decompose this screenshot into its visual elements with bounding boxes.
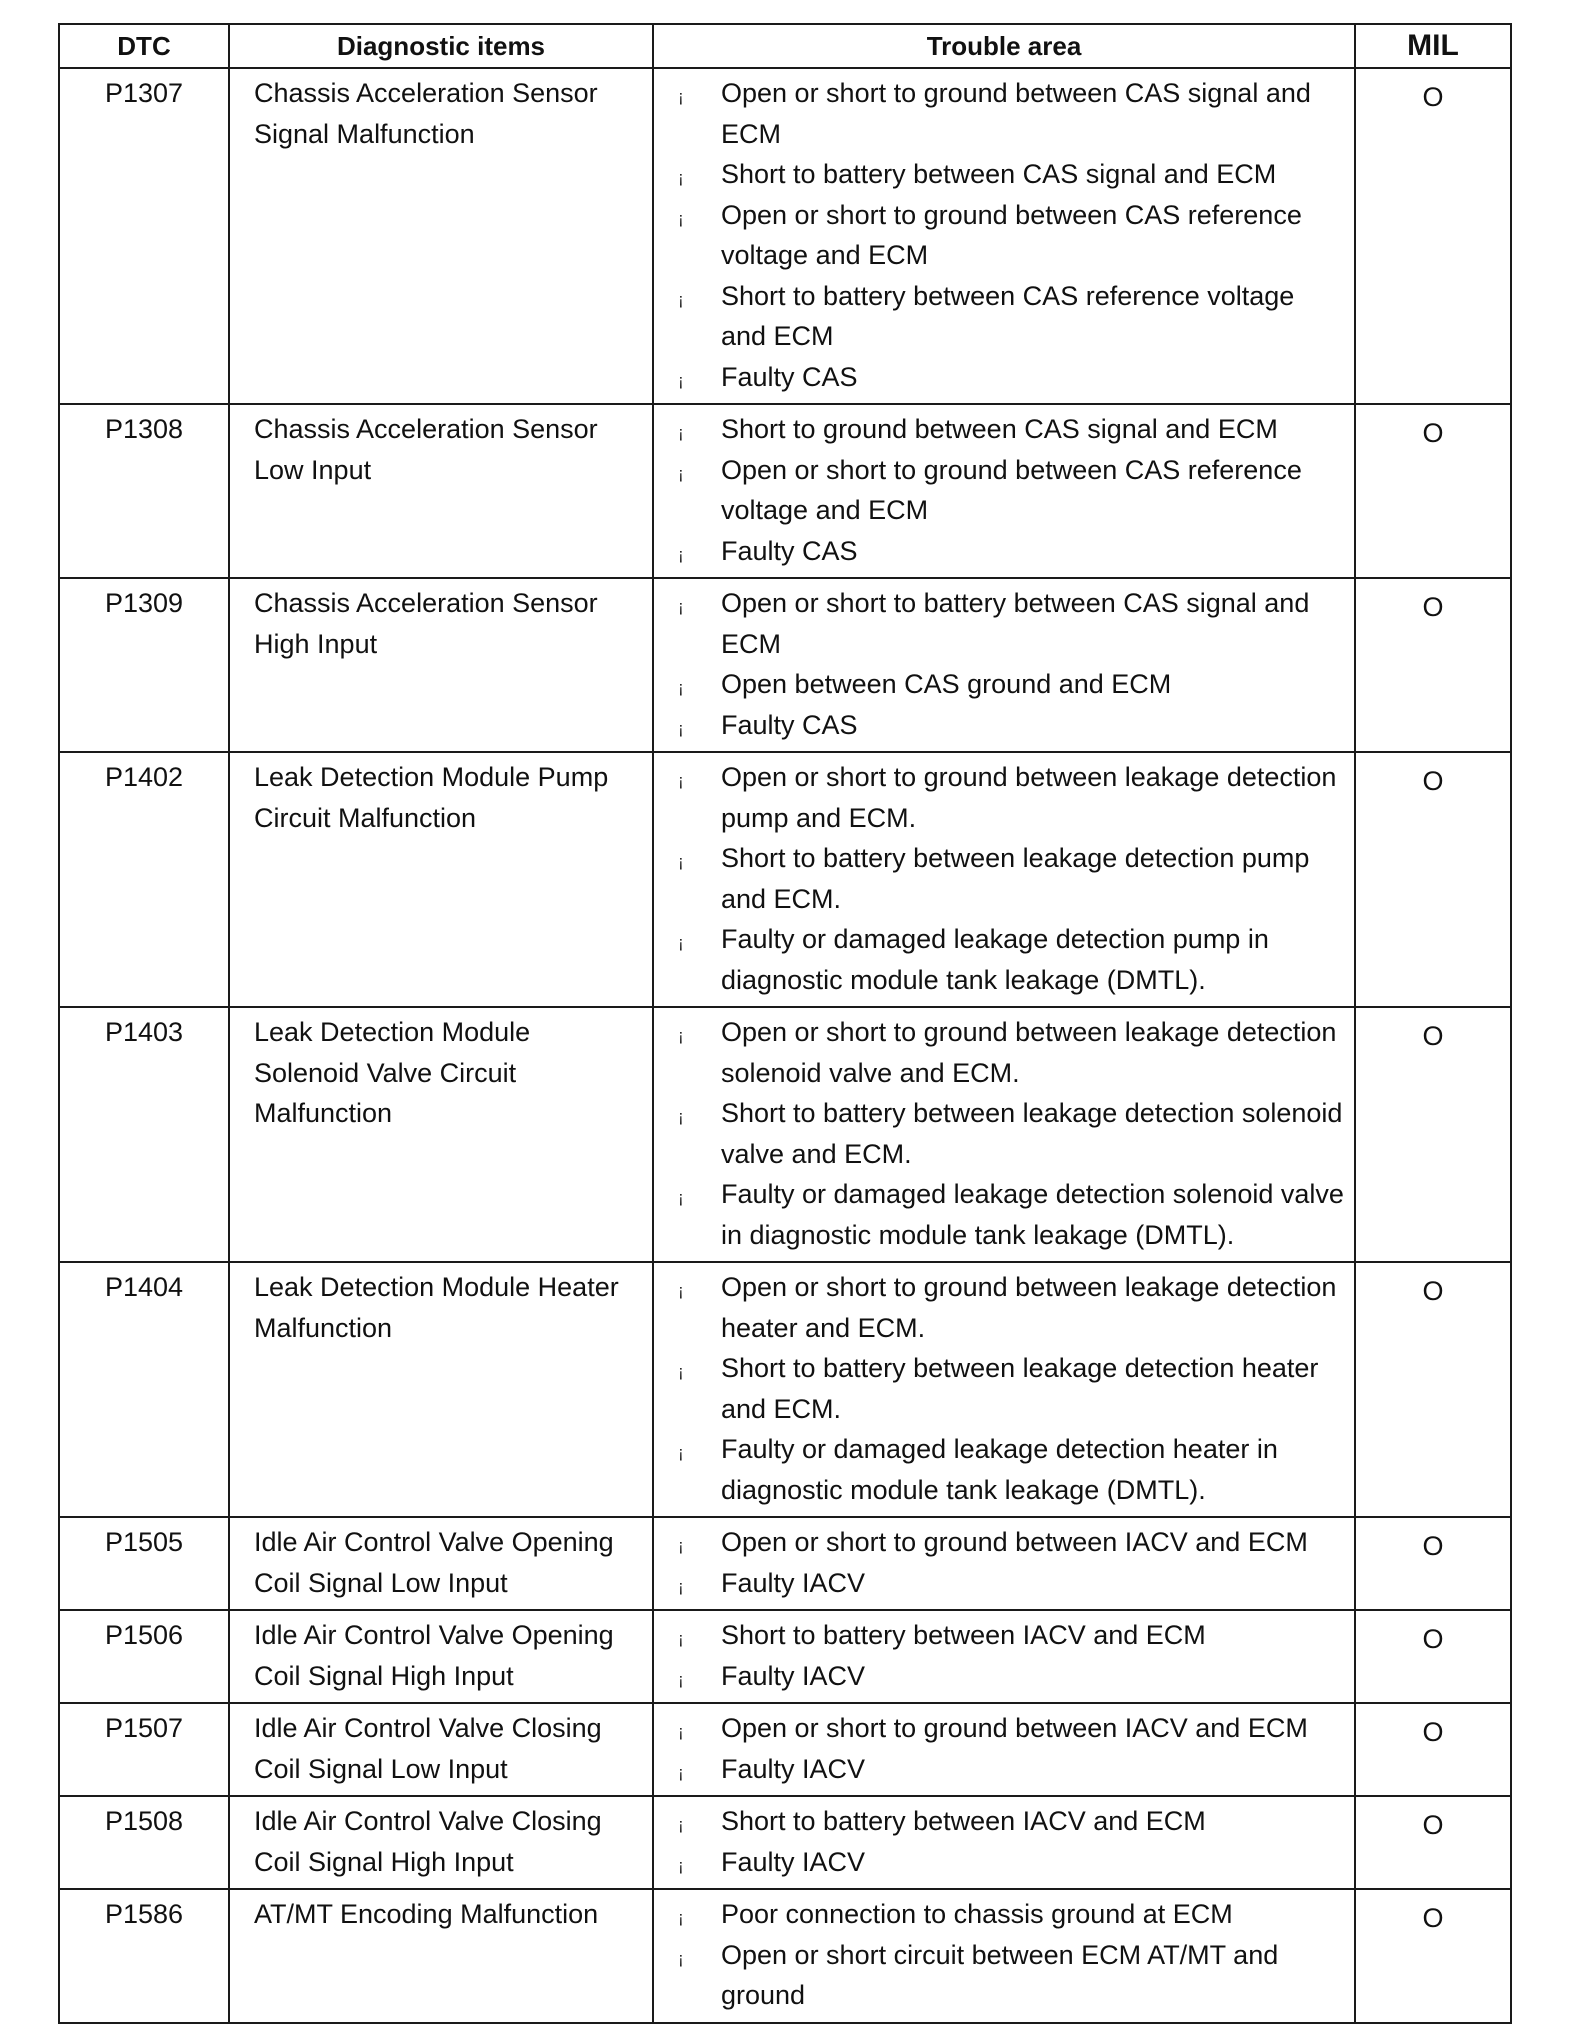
bullet-icon: ¡ [678, 1722, 684, 1741]
trouble-area [653, 404, 1355, 578]
diagnostic-item: Idle Air Control Valve Opening Coil Signal High Input [229, 1610, 653, 1703]
cause-text: Open or short to ground between CAS signal and ECM [721, 78, 1311, 149]
bullet-icon: ¡ [678, 1815, 684, 1834]
header-mil: MIL [1355, 24, 1511, 68]
diagnostic-item: Idle Air Control Valve Closing Coil Signal Low Input [229, 1703, 653, 1796]
trouble-area [653, 752, 1355, 1007]
bullet-icon: ¡ [678, 544, 684, 564]
mil-indicator: O [1355, 1517, 1511, 1610]
cause-item [654, 757, 1344, 838]
dtc-code: P1307 [59, 68, 229, 404]
diagnostic-item: Idle Air Control Valve Closing Coil Signal High Input [229, 1796, 653, 1889]
dtc-code: P1507 [59, 1703, 229, 1796]
trouble-area [653, 1610, 1355, 1703]
dtc-table-sheet [58, 23, 1510, 2024]
cause-text: Faulty or damaged leakage detection solenoid valve in diagnostic module tank leakage (DMTL). [721, 1179, 1344, 1250]
cause-item [654, 583, 1344, 664]
mil-indicator: O [1355, 578, 1511, 752]
bullet-icon: ¡ [678, 1855, 684, 1875]
bullet-icon: ¡ [678, 87, 684, 106]
dtc-code: P1506 [59, 1610, 229, 1703]
diagnostic-item: Chassis Acceleration Sensor Low Input [229, 404, 653, 578]
diagnostic-item: Chassis Acceleration Sensor High Input [229, 578, 653, 752]
cause-item [654, 1093, 1344, 1174]
cause-list [654, 583, 1344, 745]
cause-item [654, 1012, 1344, 1093]
cause-item [654, 1174, 1344, 1255]
cause-item [654, 705, 1344, 746]
cause-text: Short to battery between leakage detection heater and ECM. [721, 1353, 1319, 1424]
cause-text: Short to battery between CAS signal and ECM [721, 159, 1277, 189]
cause-text: Open or short to ground between leakage detection solenoid valve and ECM. [721, 1017, 1337, 1088]
cause-list [654, 1708, 1344, 1789]
bullet-icon: ¡ [678, 1576, 684, 1596]
cause-list [654, 757, 1344, 1000]
trouble-area [653, 68, 1355, 404]
bullet-icon: ¡ [678, 852, 684, 871]
mil-indicator: O [1355, 1703, 1511, 1796]
cause-text: Open or short circuit between ECM AT/MT and ground [721, 1939, 1279, 2010]
cause-item [654, 531, 1344, 572]
cause-item [654, 1522, 1344, 1563]
dtc-table-body [59, 68, 1511, 2023]
header-diagnostic-items: Diagnostic items [229, 24, 653, 68]
cause-text: Faulty IACV [721, 1753, 866, 1784]
trouble-area [653, 1517, 1355, 1610]
cause-text: Faulty CAS [721, 709, 858, 740]
trouble-area [653, 1889, 1355, 2023]
bullet-icon: ¡ [678, 1669, 684, 1689]
dtc-code: P1403 [59, 1007, 229, 1262]
bullet-icon: ¡ [678, 597, 684, 616]
table-row [59, 1262, 1511, 1517]
mil-indicator: O [1355, 752, 1511, 1007]
trouble-area [653, 1796, 1355, 1889]
cause-item [654, 409, 1344, 450]
cause-text: Open between CAS ground and ECM [721, 669, 1172, 699]
table-row [59, 752, 1511, 1007]
mil-indicator: O [1355, 1007, 1511, 1262]
cause-text: Open or short to battery between CAS signal and ECM [721, 588, 1310, 659]
cause-list [654, 1801, 1344, 1882]
cause-item [654, 1842, 1344, 1883]
cause-item [654, 919, 1344, 1000]
trouble-area [653, 1262, 1355, 1517]
cause-text: Faulty or damaged leakage detection pump in diagnostic module tank leakage (DMTL). [721, 924, 1269, 995]
cause-item [654, 195, 1344, 276]
cause-text: Open or short to ground between CAS reference voltage and ECM [721, 454, 1302, 525]
table-row [59, 1703, 1511, 1796]
bullet-icon: ¡ [678, 771, 684, 790]
bullet-icon: ¡ [678, 1362, 684, 1381]
cause-list [654, 1522, 1344, 1603]
cause-text: Poor connection to chassis ground at ECM [721, 1899, 1233, 1929]
cause-item [654, 1749, 1344, 1790]
dtc-code: P1404 [59, 1262, 229, 1517]
cause-list [654, 1267, 1344, 1510]
cause-list [654, 1012, 1344, 1255]
cause-item [654, 276, 1344, 357]
diagnostic-item: Leak Detection Module Solenoid Valve Circuit Malfunction [229, 1007, 653, 1262]
bullet-icon: ¡ [678, 463, 684, 483]
header-trouble-area: Trouble area [653, 24, 1355, 68]
bullet-icon: ¡ [678, 370, 684, 390]
cause-item [654, 1615, 1344, 1656]
bullet-icon: ¡ [678, 1948, 684, 1968]
bullet-icon: ¡ [678, 1188, 684, 1207]
bullet-icon: ¡ [678, 1908, 684, 1927]
mil-indicator: O [1355, 404, 1511, 578]
cause-text: Open or short to ground between leakage detection pump and ECM. [721, 762, 1337, 833]
table-row [59, 68, 1511, 404]
header-dtc: DTC [59, 24, 229, 68]
cause-text: Open or short to ground between IACV and ECM [721, 1713, 1308, 1743]
cause-text: Faulty or damaged leakage detection heater in diagnostic module tank leakage (DMTL). [721, 1434, 1278, 1505]
cause-text: Open or short to ground between leakage detection heater and ECM. [721, 1272, 1337, 1343]
cause-list [654, 1615, 1344, 1696]
cause-list [654, 409, 1344, 571]
trouble-area [653, 1703, 1355, 1796]
cause-item [654, 664, 1344, 705]
bullet-icon: ¡ [678, 678, 684, 697]
dtc-table [58, 23, 1512, 2024]
cause-item [654, 1894, 1344, 1935]
bullet-icon: ¡ [678, 718, 684, 738]
bullet-icon: ¡ [678, 423, 684, 442]
cause-text: Short to ground between CAS signal and ECM [721, 414, 1278, 444]
cause-item [654, 1708, 1344, 1749]
table-row [59, 578, 1511, 752]
mil-indicator: O [1355, 1889, 1511, 2023]
dtc-code: P1508 [59, 1796, 229, 1889]
cause-item [654, 357, 1344, 398]
dtc-code: P1308 [59, 404, 229, 578]
cause-text: Faulty IACV [721, 1567, 866, 1598]
table-row [59, 404, 1511, 578]
bullet-icon: ¡ [678, 1443, 684, 1462]
bullet-icon: ¡ [678, 1629, 684, 1648]
header-row [59, 24, 1511, 68]
cause-item [654, 1801, 1344, 1842]
cause-text: Short to battery between CAS reference voltage and ECM [721, 280, 1295, 351]
dtc-code: P1505 [59, 1517, 229, 1610]
trouble-area [653, 1007, 1355, 1262]
cause-text: Short to battery between IACV and ECM [721, 1806, 1206, 1836]
cause-list [654, 73, 1344, 397]
cause-text: Faulty IACV [721, 1660, 866, 1691]
cause-item [654, 838, 1344, 919]
dtc-code: P1586 [59, 1889, 229, 2023]
cause-item [654, 1429, 1344, 1510]
table-row [59, 1889, 1511, 2023]
table-row [59, 1610, 1511, 1703]
cause-list [654, 1894, 1344, 2016]
table-row [59, 1796, 1511, 1889]
bullet-icon: ¡ [678, 1762, 684, 1782]
cause-item [654, 73, 1344, 154]
cause-text: Faulty IACV [721, 1846, 866, 1877]
bullet-icon: ¡ [678, 168, 684, 187]
cause-item [654, 1563, 1344, 1604]
cause-text: Open or short to ground between CAS reference voltage and ECM [721, 199, 1302, 270]
cause-item [654, 1656, 1344, 1697]
dtc-code: P1309 [59, 578, 229, 752]
cause-text: Short to battery between IACV and ECM [721, 1620, 1206, 1650]
cause-item [654, 154, 1344, 195]
bullet-icon: ¡ [678, 1026, 684, 1045]
cause-text: Faulty CAS [721, 361, 858, 392]
mil-indicator: O [1355, 1796, 1511, 1889]
mil-indicator: O [1355, 1262, 1511, 1517]
diagnostic-item: Idle Air Control Valve Opening Coil Signal Low Input [229, 1517, 653, 1610]
table-row [59, 1517, 1511, 1610]
cause-text: Open or short to ground between IACV and ECM [721, 1527, 1308, 1557]
bullet-icon: ¡ [678, 1281, 684, 1300]
cause-item [654, 450, 1344, 531]
bullet-icon: ¡ [678, 289, 684, 309]
cause-text: Short to battery between leakage detection solenoid valve and ECM. [721, 1098, 1343, 1169]
bullet-icon: ¡ [678, 1536, 684, 1555]
diagnostic-item: Leak Detection Module Heater Malfunction [229, 1262, 653, 1517]
cause-item [654, 1935, 1344, 2016]
dtc-code: P1402 [59, 752, 229, 1007]
bullet-icon: ¡ [678, 208, 684, 228]
cause-text: Short to battery between leakage detection pump and ECM. [721, 843, 1310, 914]
bullet-icon: ¡ [678, 933, 684, 952]
mil-indicator: O [1355, 1610, 1511, 1703]
bullet-icon: ¡ [678, 1107, 684, 1126]
cause-item [654, 1348, 1344, 1429]
diagnostic-item: Chassis Acceleration Sensor Signal Malfunction [229, 68, 653, 404]
table-row [59, 1007, 1511, 1262]
mil-indicator: O [1355, 68, 1511, 404]
cause-text: Faulty CAS [721, 535, 858, 566]
diagnostic-item: AT/MT Encoding Malfunction [229, 1889, 653, 2023]
trouble-area [653, 578, 1355, 752]
cause-item [654, 1267, 1344, 1348]
diagnostic-item: Leak Detection Module Pump Circuit Malfunction [229, 752, 653, 1007]
